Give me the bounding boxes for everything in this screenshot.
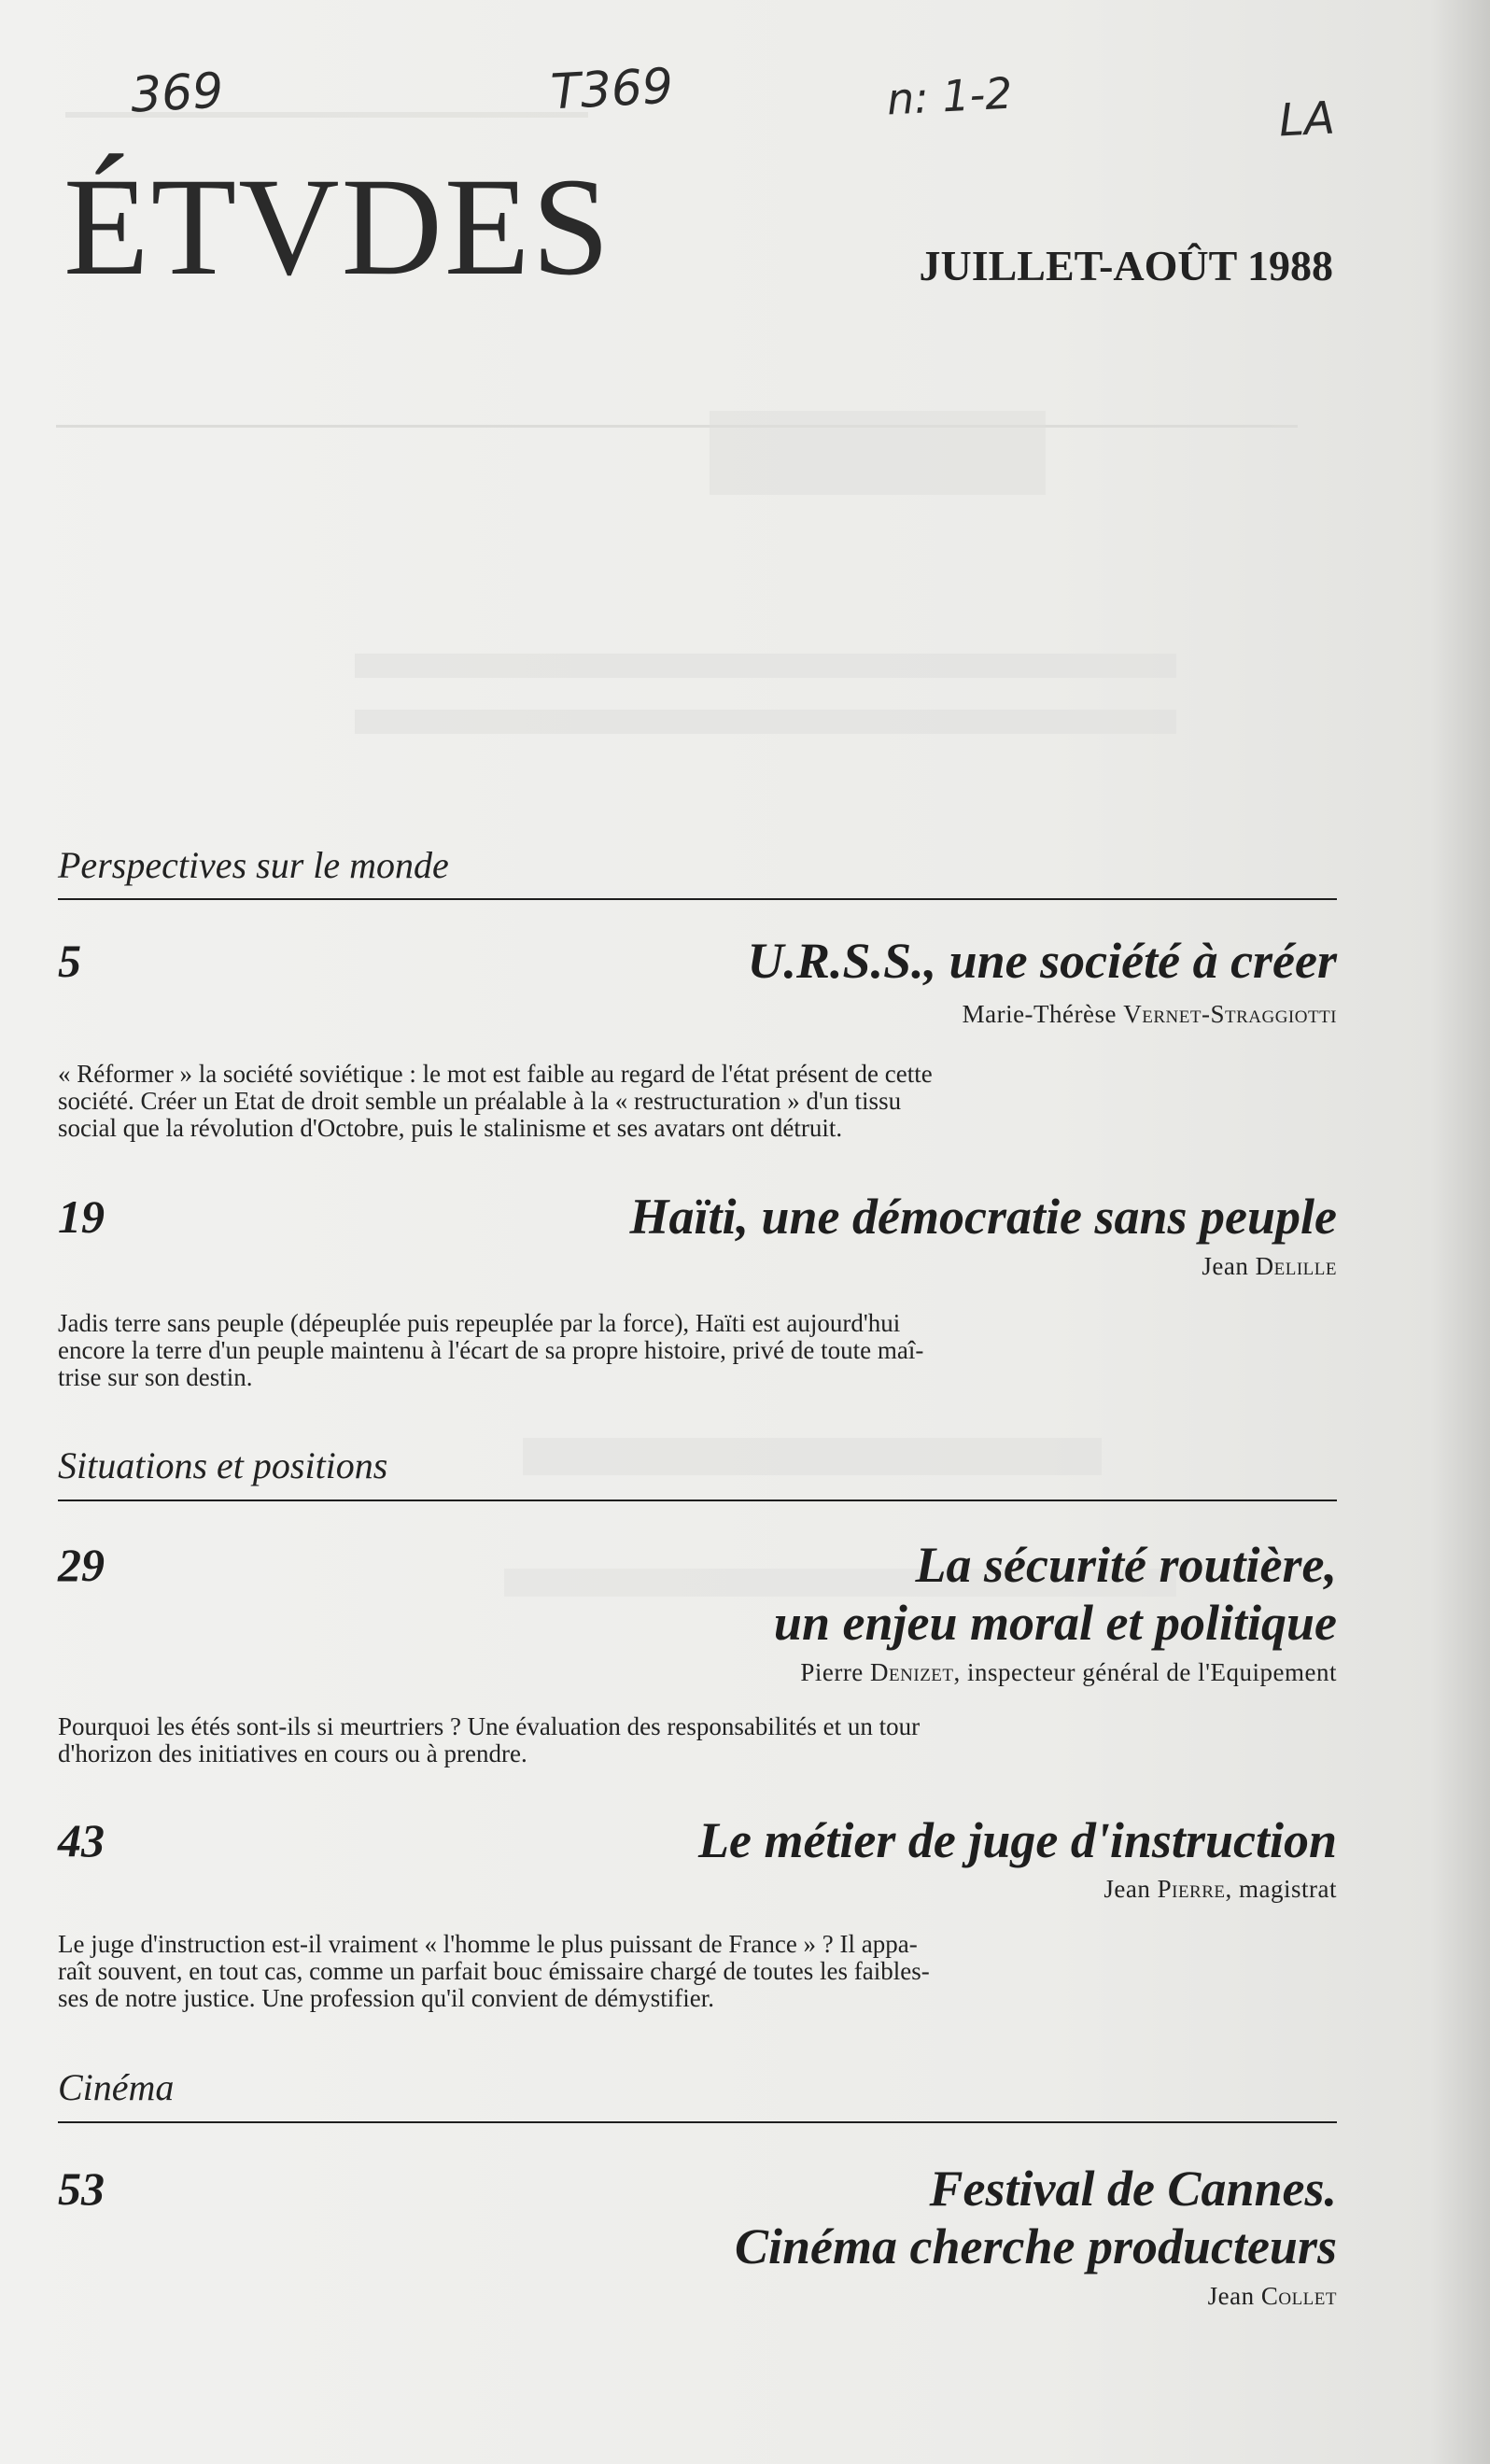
author-last-name: Denizet bbox=[870, 1658, 954, 1686]
handwritten-note: T369 bbox=[549, 58, 675, 121]
page-number: 5 bbox=[58, 935, 81, 987]
article-summary bbox=[58, 1713, 1262, 1767]
issue-date: JUILLET-AOÛT 1988 bbox=[919, 242, 1333, 289]
section-title: Cinéma bbox=[58, 2066, 175, 2108]
author-last-name: Vernet-Straggiotti bbox=[1123, 1000, 1337, 1028]
handwritten-note: LA bbox=[1277, 92, 1337, 148]
journal-title: ÉTVDES bbox=[63, 149, 611, 304]
summary-line: d'horizon des initiatives en cours ou à prendre. bbox=[58, 1739, 527, 1767]
article-title: U.R.S.S., une société à créer bbox=[747, 933, 1337, 989]
section-rule bbox=[58, 1500, 1337, 1501]
article-title: Le métier de juge d'instruction bbox=[698, 1812, 1337, 1868]
author-first-name: Jean bbox=[1207, 2282, 1261, 2310]
summary-line: ses de notre justice. Une profession qu'il convient de démystifier. bbox=[58, 1984, 714, 2012]
article-author bbox=[1208, 2282, 1337, 2311]
page-number: 53 bbox=[58, 2162, 105, 2215]
summary-line: société. Créer un Etat de droit semble un préalable à la « restructuration » d'un tissu bbox=[58, 1087, 902, 1115]
handwritten-note: 369 bbox=[129, 63, 225, 124]
article-title: Haïti, une démocratie sans peuple bbox=[629, 1189, 1337, 1245]
section-rule bbox=[58, 898, 1337, 900]
article-title-line: Cinéma cherche producteurs bbox=[734, 2218, 1337, 2274]
article-title-line: Festival de Cannes. bbox=[929, 2161, 1337, 2217]
article-author bbox=[800, 1658, 1337, 1687]
article-summary bbox=[58, 1061, 1262, 1142]
article-author bbox=[1202, 1252, 1337, 1281]
author-first-name: Jean bbox=[1202, 1252, 1256, 1280]
section-rule bbox=[58, 2121, 1337, 2123]
summary-line: trise sur son destin. bbox=[58, 1363, 253, 1391]
author-first-name: Jean bbox=[1103, 1875, 1158, 1903]
article-title-line: La sécurité routière, bbox=[915, 1537, 1337, 1593]
page-number: 29 bbox=[58, 1539, 105, 1591]
handwritten-note: n: 1-2 bbox=[885, 67, 1014, 125]
author-role: , magistrat bbox=[1225, 1875, 1337, 1903]
summary-line: encore la terre d'un peuple maintenu à l'écart de sa propre histoire, privé de toute maî- bbox=[58, 1336, 924, 1364]
article-title bbox=[774, 1536, 1337, 1652]
article-author bbox=[963, 1000, 1337, 1029]
author-first-name: Marie-Thérèse bbox=[962, 1000, 1124, 1028]
summary-line: « Réformer » la société soviétique : le mot est faible au regard de l'état présent de cette bbox=[58, 1060, 933, 1088]
author-first-name: Pierre bbox=[800, 1658, 871, 1686]
article-summary bbox=[58, 1931, 1262, 2012]
section-title: Perspectives sur le monde bbox=[58, 844, 449, 886]
summary-line: social que la révolution d'Octobre, puis le stalinisme et ses avatars ont détruit. bbox=[58, 1114, 843, 1142]
article-title bbox=[735, 2160, 1337, 2275]
author-last-name: Pierre bbox=[1157, 1875, 1226, 1903]
author-role: , inspecteur général de l'Equipement bbox=[953, 1658, 1337, 1686]
article-title-line: un enjeu moral et politique bbox=[773, 1595, 1337, 1651]
article-author bbox=[1103, 1875, 1337, 1904]
section-title: Situations et positions bbox=[58, 1444, 388, 1486]
author-last-name: Collet bbox=[1260, 2282, 1337, 2310]
summary-line: Jadis terre sans peuple (dépeuplée puis repeuplée par la force), Haïti est aujourd'hui bbox=[58, 1309, 901, 1337]
summary-line: raît souvent, en tout cas, comme un parfait bouc émissaire chargé de toutes les faibles- bbox=[58, 1957, 930, 1985]
page-number: 19 bbox=[58, 1190, 105, 1243]
page-number: 43 bbox=[58, 1814, 105, 1866]
summary-line: Pourquoi les étés sont-ils si meurtriers ? Une évaluation des responsabilités et un tour bbox=[58, 1712, 921, 1740]
article-summary bbox=[58, 1310, 1262, 1391]
author-last-name: Delille bbox=[1255, 1252, 1337, 1280]
summary-line: Le juge d'instruction est-il vraiment « l'homme le plus puissant de France » ? Il appa- bbox=[58, 1930, 918, 1958]
